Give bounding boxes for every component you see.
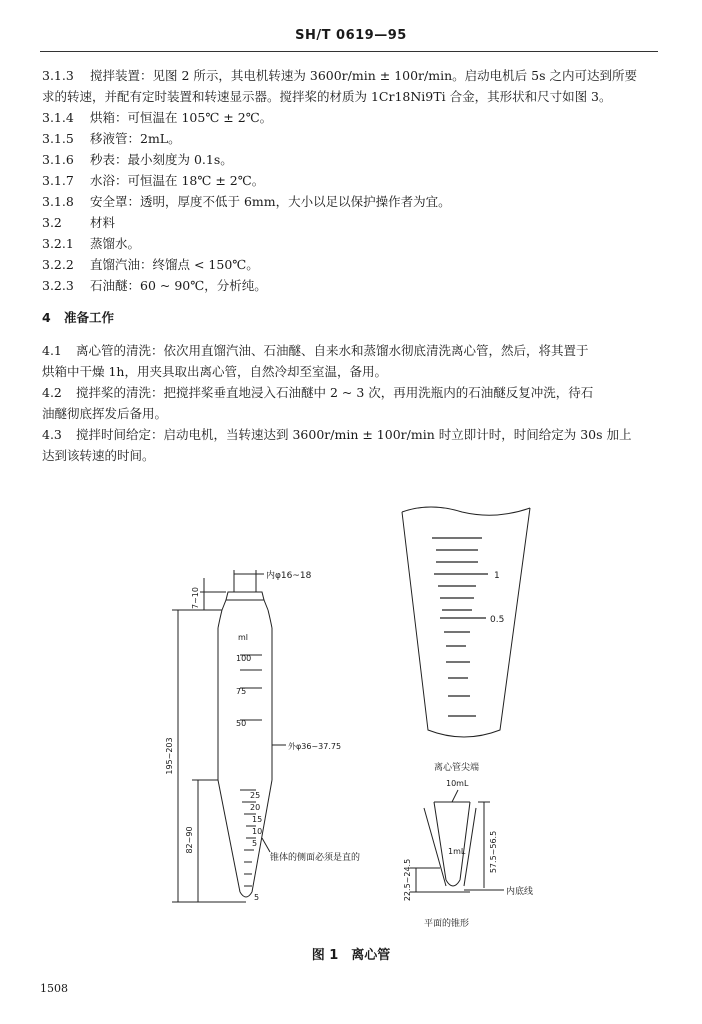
clause-number: 3.2.2 (42, 257, 74, 272)
mark-15: 15 (252, 815, 263, 824)
outer-diam-label: 外φ36~37.75 (288, 742, 342, 751)
clause-text: 安全罩：透明，厚度不低于 6mm，大小以足以保护操作者为宜。 (90, 194, 451, 209)
paragraph-line (42, 406, 167, 422)
cone-bottom-height-label: 22.5~24.5 (403, 858, 412, 902)
body-line (42, 152, 233, 168)
clause-text: 蒸馏水。 (90, 236, 141, 251)
paragraph-line (42, 364, 387, 380)
clause-text: 移液管：2mL。 (90, 131, 181, 146)
clause-text: 搅拌桨的清洗：把搅拌桨垂直地浸入石油醚中 2 ~ 3 次，再用洗瓶内的石油醚反复冲洗，待石 (76, 385, 594, 400)
clause-text: 搅拌时间给定：启动电机，当转速达到 3600r/min ± 100r/min 时立即计时，时间给定为 30s 加上 (76, 427, 632, 442)
lower-height-label: 82~90 (185, 826, 194, 854)
clause-number: 3.1.6 (42, 152, 74, 167)
clause-number: 4.1 (42, 343, 62, 358)
mark-20: 20 (250, 803, 261, 812)
clause-text: 烘箱中干燥 1h，用夹具取出离心管，自然冷却至室温，备用。 (42, 364, 387, 379)
cone-mid-label: 1mL (448, 847, 466, 856)
clause-text: 材料 (90, 215, 116, 230)
clause-text: 直馏汽油：终馏点 < 150℃。 (90, 257, 259, 272)
clause-number: 3.1.7 (42, 173, 74, 188)
mark-75: 75 (236, 687, 247, 696)
clause-number: 4.2 (42, 385, 62, 400)
tip-label-1: 1 (494, 571, 500, 581)
clause-number: 3.1.5 (42, 131, 74, 146)
mark-25: 25 (250, 791, 261, 800)
clause-number: 3.1.3 (42, 68, 74, 83)
total-height-label: 195~203 (165, 737, 174, 775)
body-line (42, 173, 264, 189)
clause-text: 搅拌装置：见图 2 所示，其电机转速为 3600r/min ± 100r/min。启动电机后 5s 之内可达到所要 (90, 68, 637, 83)
cone-bottom-label: 内底线 (506, 887, 534, 897)
clause-text: 求的转速，并配有定时装置和转速显示器。搅拌桨的材质为 1Cr18Ni9Ti 合金，其形状和尺寸如图 3。 (42, 89, 612, 104)
clause-number: 3.1.8 (42, 194, 74, 209)
clause-text: 油醚彻底挥发后备用。 (42, 406, 168, 421)
body-line (42, 68, 637, 84)
clause-number: 4.3 (42, 427, 62, 442)
section-number: 4 (42, 310, 51, 325)
mark-10: 10 (252, 827, 263, 836)
body-line (42, 278, 267, 294)
tip-label-05: 0.5 (490, 615, 505, 625)
clause-number: 3.2 (42, 215, 62, 230)
clause-text: 烘箱：可恒温在 105℃ ± 2℃。 (90, 110, 273, 125)
body-line (42, 89, 612, 105)
body-line (42, 110, 272, 126)
clause-text: 达到该转速的时间。 (42, 448, 155, 463)
paragraph-line (42, 343, 589, 359)
cone-height-label: 57.5~56.5 (489, 830, 498, 874)
clause-number: 3.2.3 (42, 278, 74, 293)
mark-100: 100 (236, 654, 252, 663)
page-header: SH/T 0619—95 (295, 28, 407, 43)
inner-diam-label: 内φ16~18 (266, 571, 312, 581)
section-4-heading (42, 310, 114, 326)
mark-50: 50 (236, 719, 247, 728)
wall-note: 锥体的侧面必须是直的 (270, 853, 361, 863)
figure-caption: 图 1 离心管 (311, 948, 391, 963)
dim-top-label: 7~10 (191, 587, 200, 609)
body-line (42, 257, 259, 273)
tip-detail-caption: 离心管尖端 (434, 763, 480, 773)
tip-detail-drawing (402, 507, 530, 737)
clause-text: 石油醚：60 ~ 90℃，分析纯。 (90, 278, 267, 293)
clause-number: 3.2.1 (42, 236, 74, 251)
body-line (42, 236, 140, 252)
section-title: 准备工作 (64, 310, 115, 325)
body-line (42, 131, 181, 147)
unit-label: ml (238, 633, 249, 642)
clause-text: 水浴：可恒温在 18℃ ± 2℃。 (90, 173, 265, 188)
paragraph-line (42, 385, 593, 401)
body-line (42, 194, 451, 210)
page-number: 1508 (40, 982, 68, 995)
cone-top-label: 10mL (446, 779, 469, 788)
body-line (42, 215, 115, 231)
tip-graduations (432, 538, 488, 716)
clause-text: 离心管的清洗：依次用直馏汽油、石油醚、自来水和蒸馏水彻底清洗离心管，然后，将其置于 (76, 343, 589, 358)
figure-centrifuge-tube (0, 440, 702, 940)
clause-text: 秒表：最小刻度为 0.1s。 (90, 152, 233, 167)
mark-5: 5 (252, 839, 258, 848)
cone-caption: 平面的锥形 (424, 919, 470, 929)
clause-number: 3.1.4 (42, 110, 74, 125)
header-rule (40, 51, 658, 52)
tip-mark: 5 (254, 893, 260, 902)
